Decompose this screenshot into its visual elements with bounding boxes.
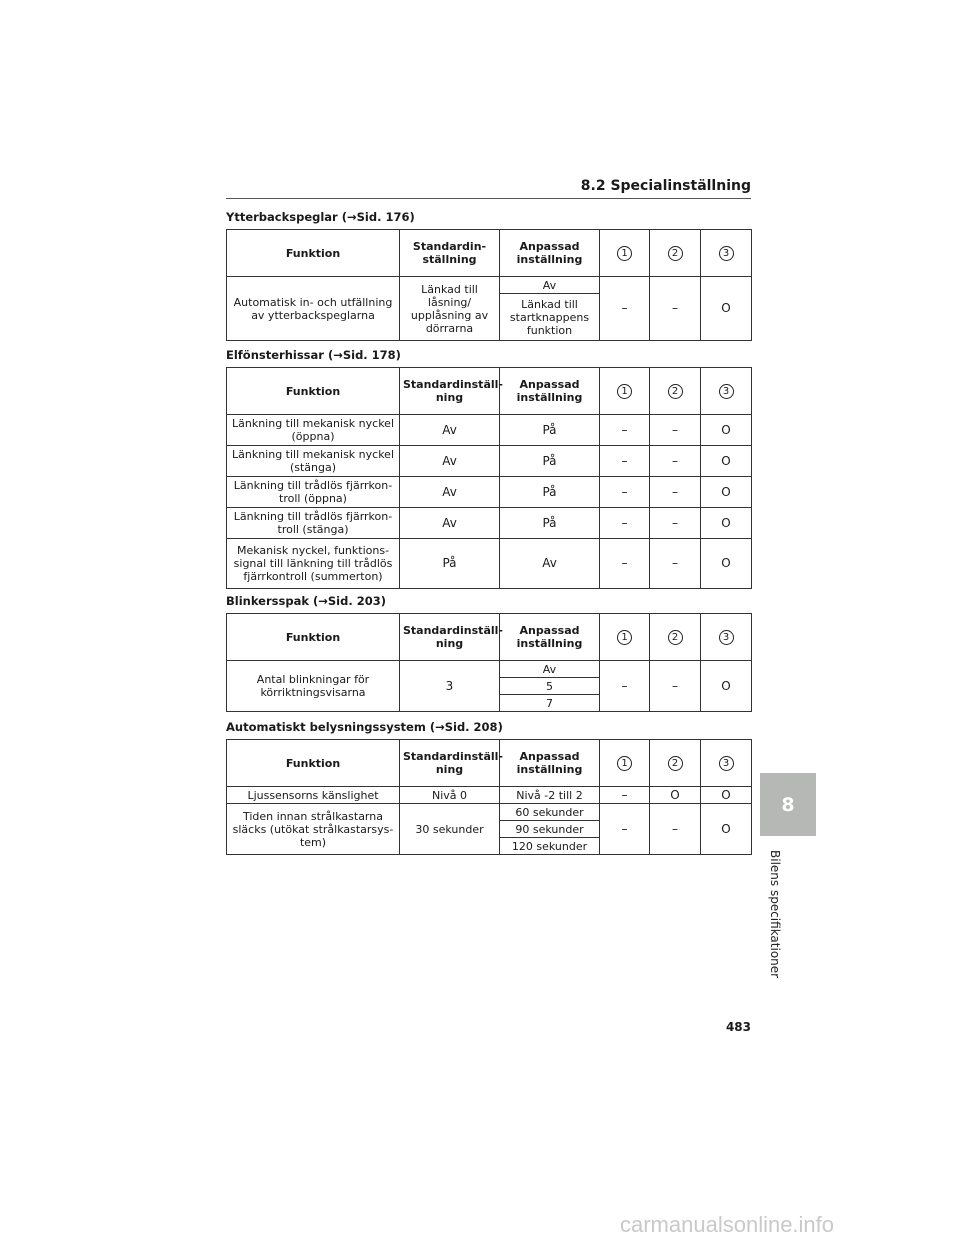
- col-header-1: [600, 740, 650, 787]
- section-title-mirrors: Ytterbackspeglar (→Sid. 176): [226, 210, 415, 224]
- circled-3-icon: 3: [719, 756, 734, 771]
- cell-c3: O: [701, 787, 752, 804]
- cell-c2: –: [650, 539, 701, 589]
- table-row: [227, 277, 752, 294]
- table-header-row: [227, 368, 752, 415]
- col-header-1: [600, 368, 650, 415]
- col-header-custom: Anpassad inställning: [500, 368, 600, 415]
- circled-2-icon: 2: [668, 246, 683, 261]
- col-header-2: [650, 614, 701, 661]
- cell-c2: –: [650, 277, 701, 341]
- circled-1-icon: 1: [617, 756, 632, 771]
- col-header-function: Funktion: [227, 740, 400, 787]
- page-header-title: 8.2 Specialinställning: [226, 178, 751, 199]
- col-header-custom: Anpassad inställning: [500, 230, 600, 277]
- cell-c2: –: [650, 508, 701, 539]
- cell-function: Automatisk in- och utfällning av ytterbackspeglarna: [227, 277, 400, 341]
- turn-signal-table: [226, 613, 752, 712]
- col-header-custom: Anpassad inställning: [500, 740, 600, 787]
- cell-c1: –: [600, 539, 650, 589]
- col-header-3: [701, 230, 752, 277]
- cell-function: Antal blinkningar för körriktningsvisarna: [227, 661, 400, 712]
- cell-function: Mekanisk nyckel, funktions-signal till länkning till trådlös fjärrkontroll (summerton): [227, 539, 400, 589]
- cell-custom: På: [500, 477, 600, 508]
- cell-custom: 120 sekunder: [500, 838, 600, 855]
- col-header-2: [650, 740, 701, 787]
- cell-custom: På: [500, 446, 600, 477]
- table-row: [227, 804, 752, 821]
- cell-custom: På: [500, 508, 600, 539]
- table-header-row: [227, 230, 752, 277]
- circled-1-icon: 1: [617, 384, 632, 399]
- circled-2-icon: 2: [668, 630, 683, 645]
- cell-custom: 60 sekunder: [500, 804, 600, 821]
- cell-default: På: [400, 539, 500, 589]
- cell-custom: Av: [500, 661, 600, 678]
- cell-default: 30 sekunder: [400, 804, 500, 855]
- page-number: 483: [725, 1020, 751, 1034]
- cell-custom: 7: [500, 695, 600, 712]
- cell-function: Länkning till mekanisk nyckel (öppna): [227, 415, 400, 446]
- table-row: [227, 415, 752, 446]
- col-header-3: [701, 614, 752, 661]
- chapter-tab-label: Bilens specifikationer: [768, 850, 782, 979]
- cell-c1: –: [600, 415, 650, 446]
- col-header-3: [701, 740, 752, 787]
- mirrors-table: [226, 229, 752, 341]
- section-title-windows: Elfönsterhissar (→Sid. 178): [226, 348, 401, 362]
- section-title-turn-signal: Blinkersspak (→Sid. 203): [226, 594, 386, 608]
- cell-c3: O: [701, 539, 752, 589]
- cell-c1: –: [600, 661, 650, 712]
- chapter-number: 8: [781, 793, 795, 816]
- circled-3-icon: 3: [719, 384, 734, 399]
- cell-c3: O: [701, 508, 752, 539]
- col-header-default: Standardin-ställning: [400, 230, 500, 277]
- cell-default: Nivå 0: [400, 787, 500, 804]
- cell-c1: –: [600, 508, 650, 539]
- cell-custom: 90 sekunder: [500, 821, 600, 838]
- cell-function: Länkning till mekanisk nyckel (stänga): [227, 446, 400, 477]
- cell-custom: Länkad till startknappens funktion: [500, 294, 600, 341]
- cell-custom: Av: [500, 277, 600, 294]
- circled-2-icon: 2: [668, 756, 683, 771]
- col-header-function: Funktion: [227, 368, 400, 415]
- col-header-2: [650, 368, 701, 415]
- col-header-2: [650, 230, 701, 277]
- table-row: [227, 446, 752, 477]
- cell-default: 3: [400, 661, 500, 712]
- cell-custom: Nivå -2 till 2: [500, 787, 600, 804]
- cell-c2: –: [650, 446, 701, 477]
- col-header-default: Standardinställ-ning: [400, 740, 500, 787]
- circled-3-icon: 3: [719, 630, 734, 645]
- cell-c3: O: [701, 477, 752, 508]
- windows-table: [226, 367, 752, 589]
- table-row: [227, 539, 752, 589]
- cell-function: Länkning till trådlös fjärrkon-troll (stänga): [227, 508, 400, 539]
- cell-c3: O: [701, 446, 752, 477]
- lighting-table: [226, 739, 752, 855]
- table-row: [227, 477, 752, 508]
- table-row: [227, 508, 752, 539]
- col-header-custom: Anpassad inställning: [500, 614, 600, 661]
- circled-1-icon: 1: [617, 246, 632, 261]
- chapter-tab: [760, 773, 816, 836]
- cell-default: Av: [400, 415, 500, 446]
- cell-c2: –: [650, 415, 701, 446]
- circled-2-icon: 2: [668, 384, 683, 399]
- cell-function: Tiden innan strålkastarna släcks (utökat strålkastarsys-tem): [227, 804, 400, 855]
- cell-c1: –: [600, 277, 650, 341]
- cell-c1: –: [600, 446, 650, 477]
- cell-default: Av: [400, 508, 500, 539]
- col-header-function: Funktion: [227, 230, 400, 277]
- cell-c2: –: [650, 477, 701, 508]
- col-header-3: [701, 368, 752, 415]
- circled-3-icon: 3: [719, 246, 734, 261]
- cell-c3: O: [701, 661, 752, 712]
- cell-function: Ljussensorns känslighet: [227, 787, 400, 804]
- cell-c1: –: [600, 477, 650, 508]
- col-header-1: [600, 230, 650, 277]
- cell-function: Länkning till trådlös fjärrkon-troll (öppna): [227, 477, 400, 508]
- cell-custom: Av: [500, 539, 600, 589]
- cell-c3: O: [701, 277, 752, 341]
- cell-default: Av: [400, 446, 500, 477]
- col-header-default: Standardinställ-ning: [400, 368, 500, 415]
- watermark: carmanualsonline.info: [620, 1212, 835, 1237]
- cell-c1: –: [600, 787, 650, 804]
- cell-c1: –: [600, 804, 650, 855]
- cell-custom: 5: [500, 678, 600, 695]
- table-header-row: [227, 740, 752, 787]
- cell-c2: –: [650, 804, 701, 855]
- cell-c2: –: [650, 661, 701, 712]
- circled-1-icon: 1: [617, 630, 632, 645]
- cell-c3: O: [701, 415, 752, 446]
- table-row: [227, 661, 752, 678]
- table-header-row: [227, 614, 752, 661]
- cell-c3: O: [701, 804, 752, 855]
- col-header-default: Standardinställ-ning: [400, 614, 500, 661]
- cell-custom: På: [500, 415, 600, 446]
- section-title-lighting: Automatiskt belysningssystem (→Sid. 208): [226, 720, 503, 734]
- cell-c2: O: [650, 787, 701, 804]
- cell-default: Länkad till låsning/ upplåsning av dörrarna: [400, 277, 500, 341]
- cell-default: Av: [400, 477, 500, 508]
- col-header-function: Funktion: [227, 614, 400, 661]
- table-row: [227, 787, 752, 804]
- col-header-1: [600, 614, 650, 661]
